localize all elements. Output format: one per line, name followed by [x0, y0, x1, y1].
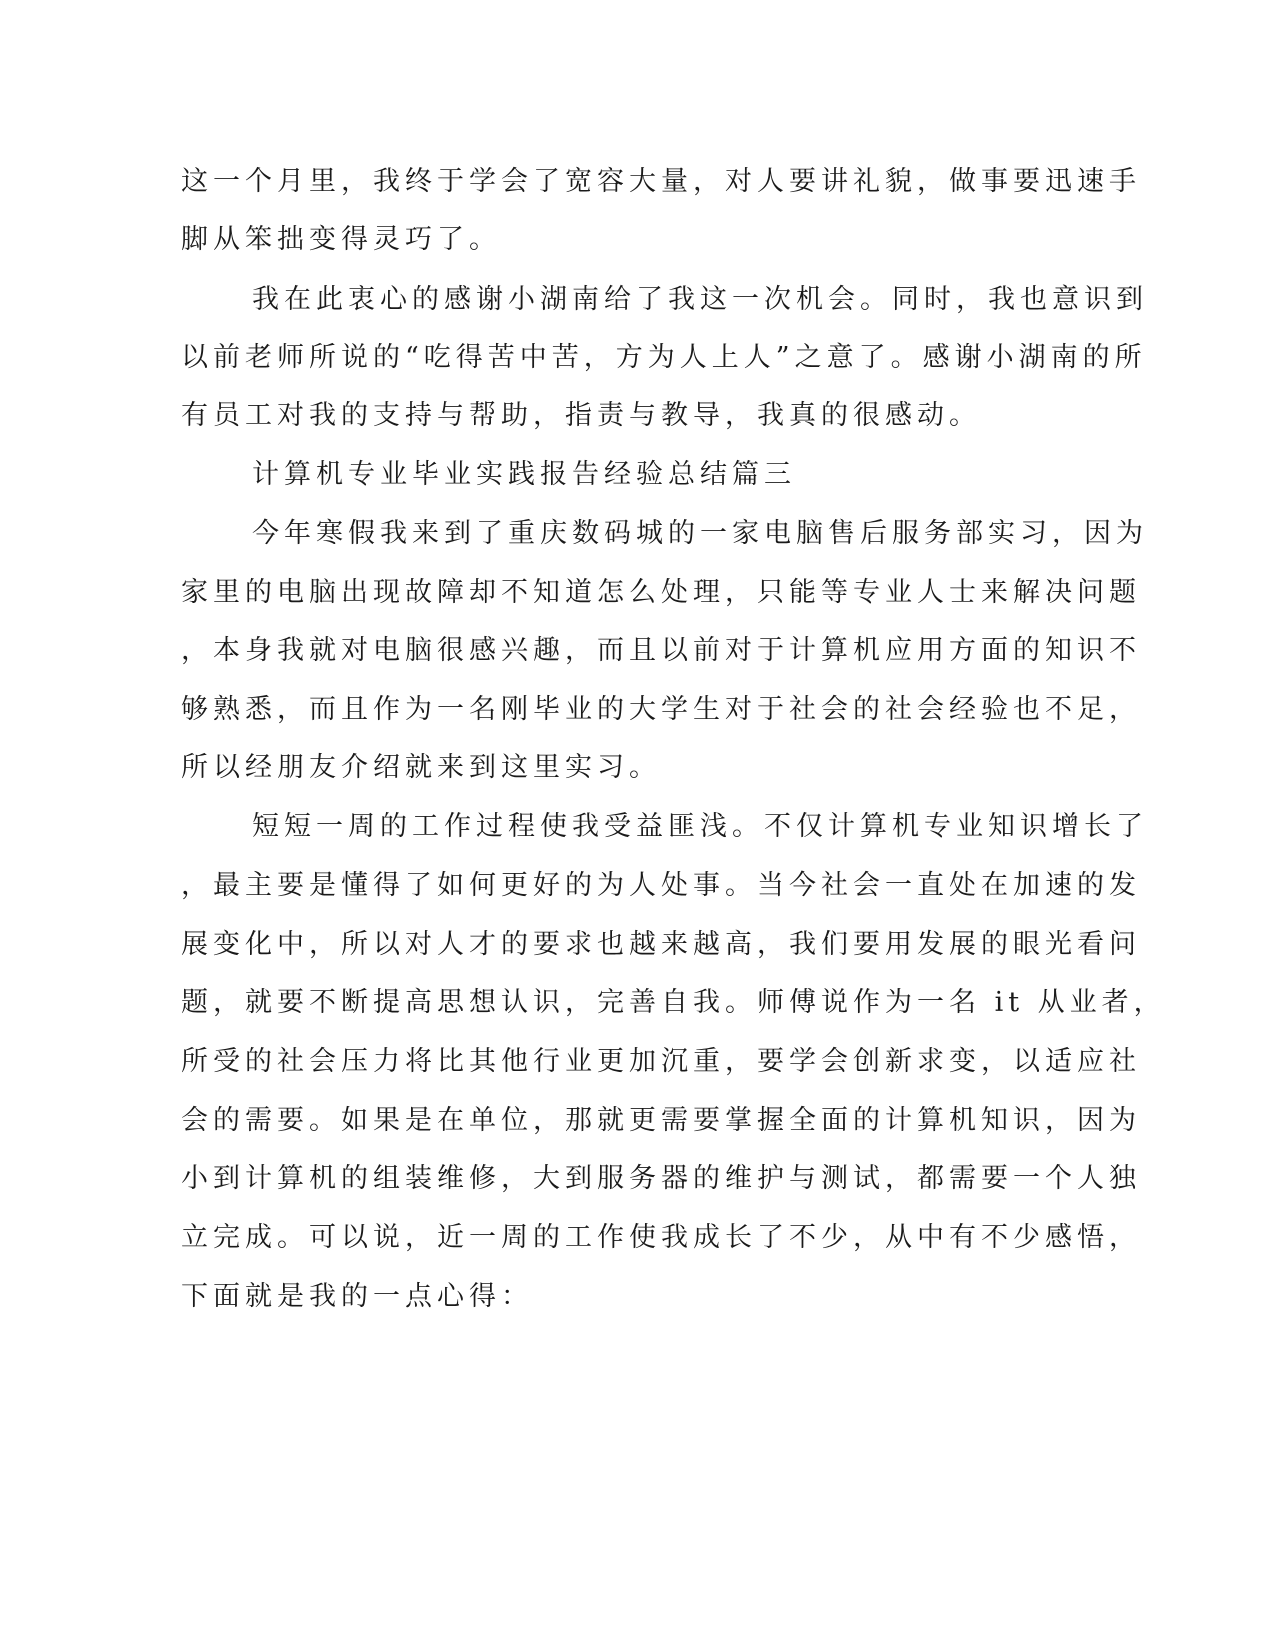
text-line: 下面就是我的一点心得： — [181, 1281, 533, 1312]
text-line: ，最主要是懂得了如何更好的为人处事。当今社会一直处在加速的发 — [181, 870, 1141, 901]
text-line: 脚从笨拙变得灵巧了。 — [181, 224, 501, 255]
section-heading: 计算机专业毕业实践报告经验总结篇三 — [252, 459, 796, 490]
text-line: 以前老师所说的“吃得苦中苦，方为人上人”之意了。感谢小湖南的所 — [181, 342, 1147, 373]
text-line: 有员工对我的支持与帮助，指责与教导，我真的很感动。 — [181, 400, 981, 431]
text-line: 我在此衷心的感谢小湖南给了我这一次机会。同时，我也意识到 — [252, 284, 1148, 315]
text-line: 展变化中，所以对人才的要求也越来越高，我们要用发展的眼光看问 — [181, 929, 1141, 960]
text-line: 题，就要不断提高思想认识，完善自我。师傅说作为一名 it 从业者， — [181, 987, 1166, 1018]
text-line: 够熟悉，而且作为一名刚毕业的大学生对于社会的社会经验也不足， — [181, 694, 1141, 725]
text-line: ，本身我就对电脑很感兴趣，而且以前对于计算机应用方面的知识不 — [181, 635, 1141, 666]
text-line: 这一个月里，我终于学会了宽容大量，对人要讲礼貌，做事要迅速手 — [181, 166, 1141, 197]
text-line: 家里的电脑出现故障却不知道怎么处理，只能等专业人士来解决问题 — [181, 577, 1141, 608]
text-line: 所受的社会压力将比其他行业更加沉重，要学会创新求变，以适应社 — [181, 1046, 1141, 1077]
text-line: 所以经朋友介绍就来到这里实习。 — [181, 752, 661, 783]
text-line: 今年寒假我来到了重庆数码城的一家电脑售后服务部实习，因为 — [252, 518, 1148, 549]
text-line: 立完成。可以说，近一周的工作使我成长了不少，从中有不少感悟， — [181, 1222, 1141, 1253]
text-line: 会的需要。如果是在单位，那就更需要掌握全面的计算机知识，因为 — [181, 1105, 1141, 1136]
text-line: 小到计算机的组装维修，大到服务器的维护与测试，都需要一个人独 — [181, 1163, 1141, 1194]
text-line: 短短一周的工作过程使我受益匪浅。不仅计算机专业知识增长了 — [252, 811, 1148, 842]
